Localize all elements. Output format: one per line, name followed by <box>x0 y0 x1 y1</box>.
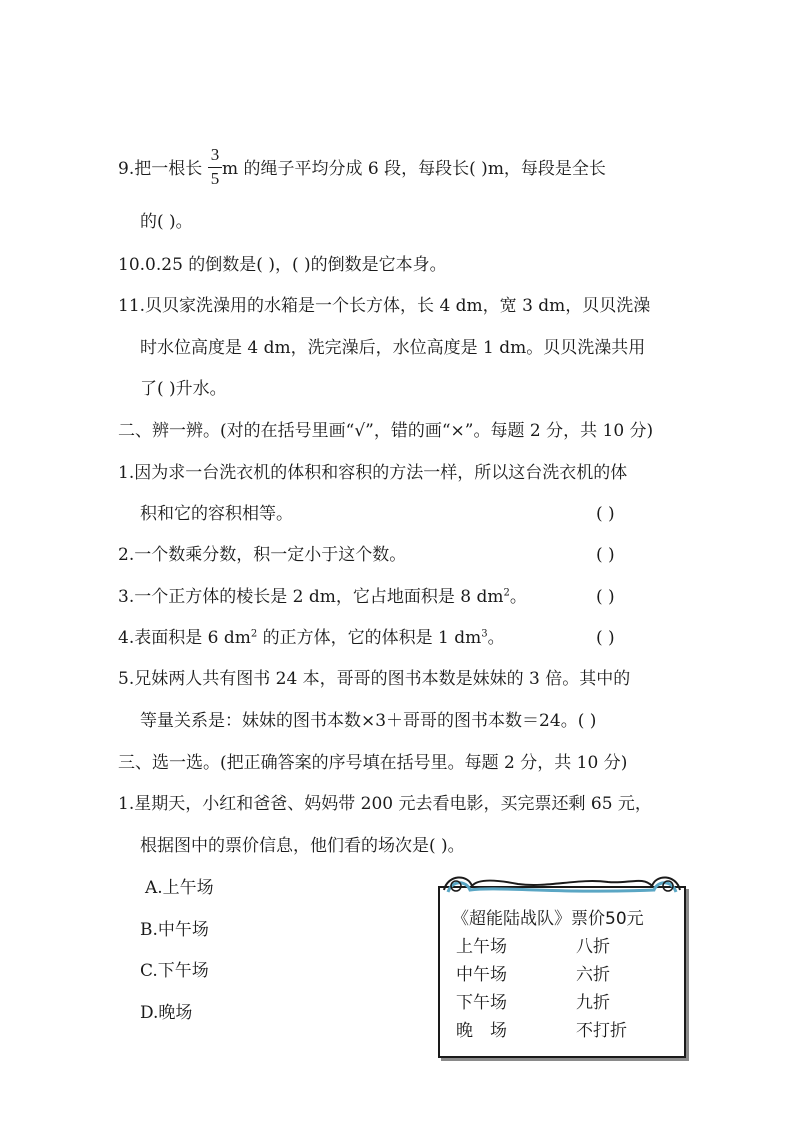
judge-q2-answer-paren[interactable]: ( ) <box>596 545 615 565</box>
q11-line3: 了( )升水。 <box>140 379 227 399</box>
section2-heading: 二、辨一辨。(对的在括号里画“√”，错的画“×”。每题 2 分，共 10 分) <box>118 421 654 441</box>
judge-q2: 2.一个数乘分数，积一定小于这个数。 <box>118 545 407 565</box>
judge-q3-answer-paren[interactable]: ( ) <box>596 587 615 607</box>
judge-q3 <box>118 585 527 609</box>
ticket-row-discount: 六折 <box>576 965 610 985</box>
ticket-row-discount: 八折 <box>576 937 610 957</box>
judge-q5-line2: 等量关系是：妹妹的图书本数×3＋哥哥的图书本数＝24。( ) <box>140 711 597 731</box>
choice-option-c[interactable]: C.下午场 <box>140 961 209 981</box>
q9-fraction-numerator: 3 <box>210 145 220 164</box>
judge-q4-text-a: 4.表面积是 6 dm <box>118 628 251 648</box>
ticket-row-discount: 不打折 <box>576 1021 627 1041</box>
ticket-row-session: 上午场 <box>456 937 507 957</box>
choice-option-d[interactable]: D.晚场 <box>140 1003 193 1023</box>
judge-q1-line2: 积和它的容积相等。 <box>140 504 293 524</box>
choice-option-a[interactable]: A.上午场 <box>145 878 214 898</box>
q9-line1-suffix: m 的绳子平均分成 6 段，每段长( )m，每段是全长 <box>222 159 606 179</box>
ticket-row-session: 下午场 <box>456 993 507 1013</box>
ticket-row-discount: 九折 <box>576 993 610 1013</box>
ticket-row-session: 中午场 <box>456 965 507 985</box>
judge-q4-text-b: 的正方体，它的体积是 1 dm <box>257 628 482 648</box>
judge-q3-sup: 2 <box>503 587 510 599</box>
q9-line2: 的( )。 <box>140 212 193 232</box>
q11-line1: 11.贝贝家洗澡用的水箱是一个长方体，长 4 dm，宽 3 dm，贝贝洗澡 <box>118 296 651 316</box>
q11-line2: 时水位高度是 4 dm，洗完澡后，水位高度是 1 dm。贝贝洗澡共用 <box>140 338 646 358</box>
judge-q1-answer-paren[interactable]: ( ) <box>596 504 615 524</box>
judge-q4-sup2: 3 <box>481 628 488 640</box>
q10-text: 10.0.25 的倒数是( )，( )的倒数是它本身。 <box>118 255 447 275</box>
judge-q4-sup1: 2 <box>250 628 258 640</box>
judge-q4 <box>118 626 505 650</box>
judge-q5-line1: 5.兄妹两人共有图书 24 本，哥哥的图书本数是妹妹的 3 倍。其中的 <box>118 669 631 689</box>
choice-q1-line2: 根据图中的票价信息，他们看的场次是( )。 <box>140 836 465 856</box>
choice-q1-line1: 1.星期天，小红和爸爸、妈妈带 200 元去看电影，买完票还剩 65 元， <box>118 794 652 814</box>
q9-line1-prefix: 9.把一根长 <box>118 159 203 179</box>
section3-heading: 三、选一选。(把正确答案的序号填在括号里。每题 2 分，共 10 分) <box>118 753 628 773</box>
choice-option-b[interactable]: B.中午场 <box>140 920 209 940</box>
judge-q4-end: 。 <box>487 628 505 648</box>
ticket-title: 《超能陆战队》票价50元 <box>452 909 644 929</box>
judge-q4-answer-paren[interactable]: ( ) <box>596 628 615 648</box>
judge-q3-text: 3.一个正方体的棱长是 2 dm，它占地面积是 8 dm <box>118 587 504 607</box>
ticket-scroll-banner-icon <box>438 868 686 904</box>
q9-fraction-denominator: 5 <box>210 169 220 188</box>
judge-q3-end: 。 <box>509 587 527 607</box>
judge-q1-line1: 1.因为求一台洗衣机的体积和容积的方法一样，所以这台洗衣机的体 <box>118 463 628 483</box>
q9-fraction-bar <box>208 167 222 168</box>
ticket-row-session: 晚 场 <box>456 1021 507 1041</box>
